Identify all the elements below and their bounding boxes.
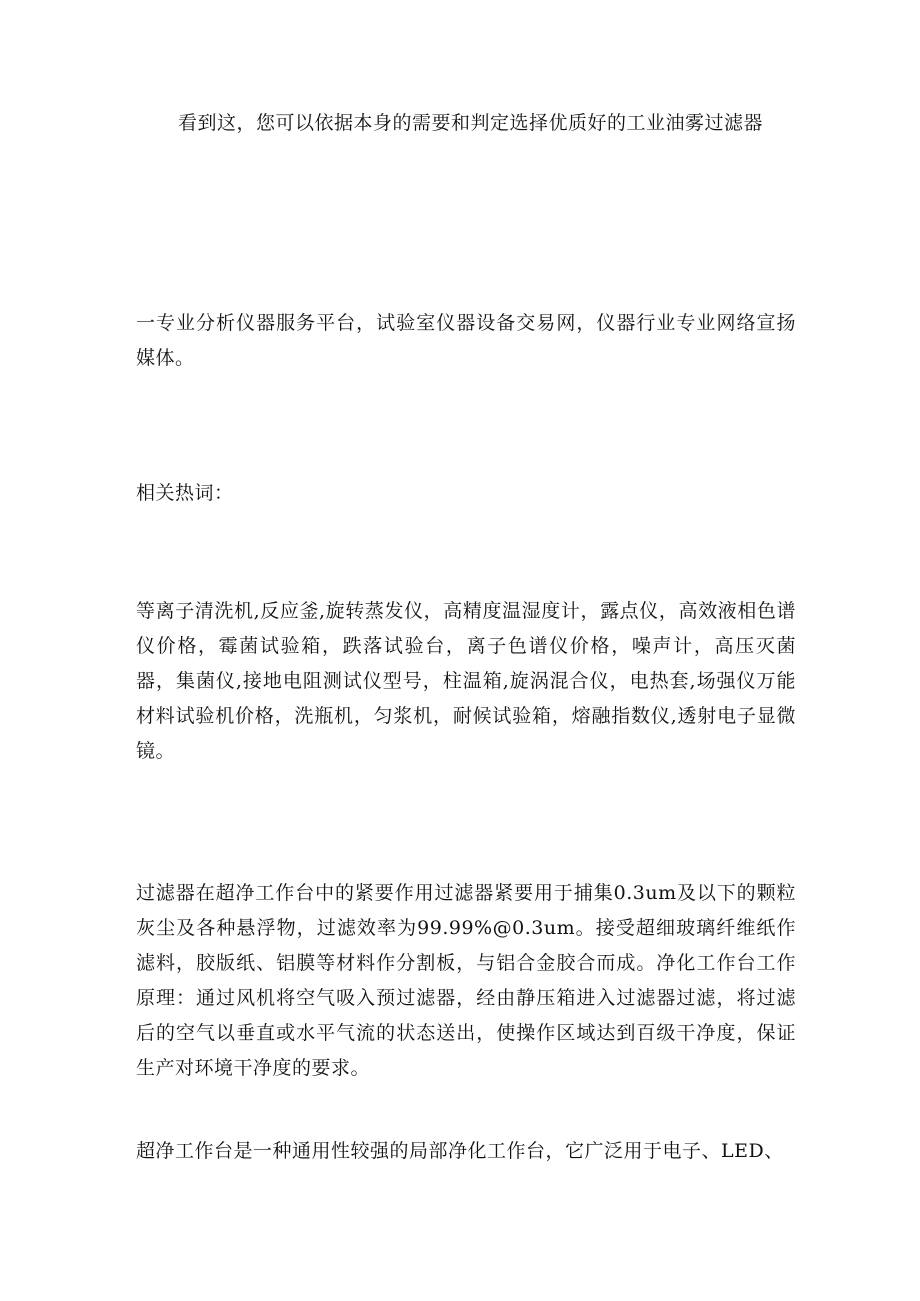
paragraph-clean-bench: 超净工作台是一种通用性较强的局部净化工作台，它广泛用于电子、LED、 <box>136 1140 784 1162</box>
paragraph-platform: 一专业分析仪器服务平台，试验室仪器设备交易网，仪器行业专业网络宣扬媒体。 <box>136 312 796 369</box>
paragraph-hot-words-list: 等离子清洗机,反应釜,旋转蒸发仪，高精度温湿度计，露点仪，高效液相色谱仪价格，霉菌试验箱，跌落试验台，离子色谱仪价格，噪声计，高压灭菌器，集菌仪,接地电阻测试仪型号，柱温箱,旋涡混合仪，电热套,场强仪万能材料试验机价格，洗瓶机，匀浆机，耐候试验箱，熔融指数仪,透射电子显微镜。 <box>136 600 796 762</box>
paragraph-hot-words-heading: 相关热词： <box>136 482 234 504</box>
paragraph-filter-function: 过滤器在超净工作台中的紧要作用过滤器紧要用于捕集0.3um及以下的颗粒灰尘及各种悬浮物，过滤效率为99.99%@0.3um。接受超细玻璃纤维纸作滤料，胶版纸、铝膜等材料作分割板，与铝合金胶合而成。净化工作台工作原理：通过风机将空气吸入预过滤器，经由静压箱进入过滤器过滤，将过滤后的空气以垂直或水平气流的状态送出，使操作区域达到百级干净度，保证生产对环境干净度的要求。 <box>136 882 796 1079</box>
paragraph-intro: 看到这，您可以依据本身的需要和判定选择优质好的工业油雾过滤器 <box>178 112 764 134</box>
